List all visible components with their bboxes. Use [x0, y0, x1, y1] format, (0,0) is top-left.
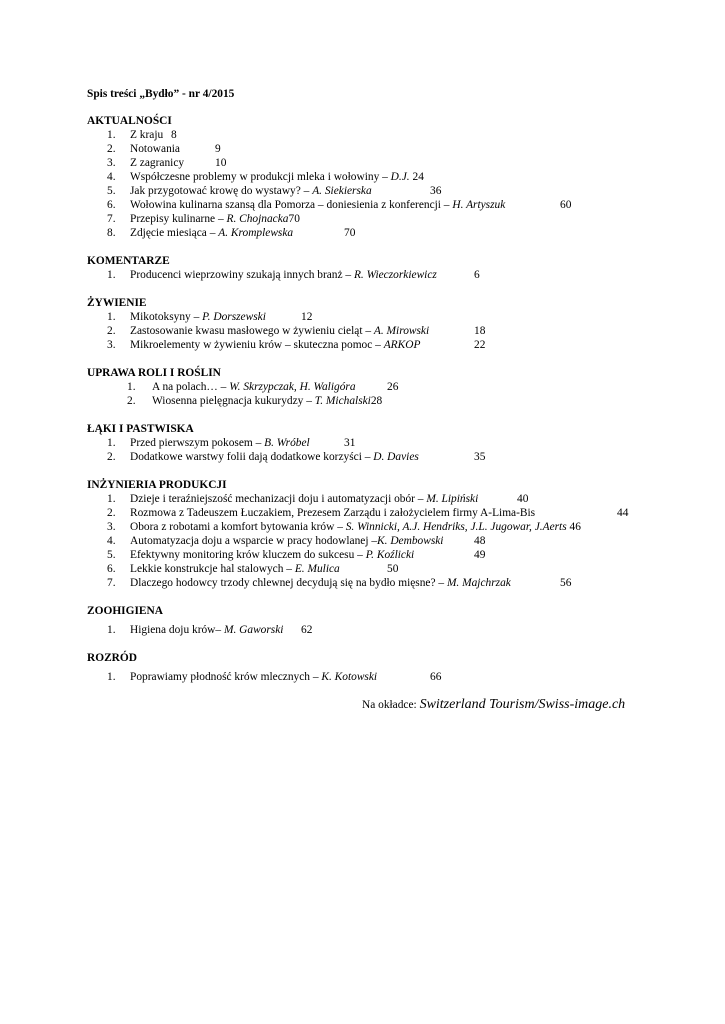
toc-entry — [87, 268, 480, 282]
entry-title: Mikroelementy w żywieniu krów – skuteczna pomoc – ARKOP — [130, 339, 421, 351]
entry-number: 6. — [107, 199, 116, 211]
toc-entry — [87, 380, 399, 394]
entry-page: 44 — [617, 507, 629, 519]
entry-author: W. Skrzypczak, H. Waligóra — [229, 381, 356, 393]
toc-list — [87, 128, 572, 240]
toc-list — [87, 623, 313, 637]
entry-number: 1. — [107, 269, 116, 281]
entry-page: 60 — [560, 199, 572, 211]
section-heading: AKTUALNOŚCI — [87, 115, 172, 127]
entry-number: 1. — [107, 624, 116, 636]
toc-entry — [87, 492, 529, 506]
toc-entry — [87, 170, 424, 184]
toc-entry — [87, 623, 313, 637]
entry-title: Współczesne problemy w produkcji mleka i wołowiny – D.J. 24 — [130, 171, 424, 183]
toc-entry — [87, 548, 486, 562]
entry-author: T. Michalski — [314, 395, 371, 407]
entry-title: Z kraju — [130, 129, 164, 141]
entry-title: Z zagranicy — [130, 157, 185, 169]
entry-author: E. Mulica — [294, 563, 340, 575]
entry-number: 1. — [107, 437, 116, 449]
section-heading: ŁĄKI I PASTWISKA — [87, 423, 194, 435]
entry-number: 8. — [107, 227, 116, 239]
toc-entry — [87, 198, 572, 212]
entry-title: Zastosowanie kwasu masłowego w żywieniu cieląt – A. Mirowski — [130, 325, 430, 337]
entry-number: 1. — [127, 381, 136, 393]
cover-credit — [362, 697, 625, 713]
toc-entry — [87, 534, 486, 548]
section-heading: UPRAWA ROLI I ROŚLIN — [87, 367, 221, 379]
entry-author: D. Davies — [373, 451, 419, 463]
section-heading: INŻYNIERIA PRODUKCJI — [87, 479, 227, 491]
toc-entry — [87, 338, 486, 352]
cover-label: Na okładce: — [362, 699, 420, 711]
toc-entry — [87, 142, 221, 156]
section-komentarze — [87, 254, 480, 282]
toc-entry — [87, 436, 356, 450]
entry-title: Higiena doju krów– M. Gaworski — [130, 624, 284, 636]
entry-title: Lekkie konstrukcje hal stalowych – E. Mulica — [130, 563, 340, 575]
entry-author: P. Dorszewski — [202, 311, 266, 323]
section-uprawa — [87, 366, 399, 408]
toc-entry — [87, 576, 572, 590]
entry-page: 56 — [560, 577, 572, 589]
entry-title: A na polach… – W. Skrzypczak, H. Waligóra — [152, 381, 356, 393]
entry-number: 2. — [107, 507, 116, 519]
toc-entry — [87, 212, 300, 226]
entry-number: 2. — [107, 325, 116, 337]
entry-author: M. Lipiński — [426, 493, 479, 505]
entry-page: 8 — [171, 129, 177, 141]
entry-title: Wiosenna pielęgnacja kukurydzy – T. Michalski28 — [152, 395, 383, 407]
entry-number: 1. — [107, 671, 116, 683]
entry-page: 22 — [474, 339, 486, 351]
document-title: Spis treści „Bydło” - nr 4/2015 — [87, 88, 235, 100]
entry-author: D.J. — [390, 171, 410, 183]
entry-page: 6 — [474, 269, 480, 281]
toc-list — [87, 310, 486, 352]
entry-number: 2. — [107, 451, 116, 463]
entry-author: B. Wróbel — [264, 437, 310, 449]
toc-entry — [87, 394, 383, 408]
entry-page: 50 — [387, 563, 399, 575]
entry-author: R. Wieczorkiewicz — [353, 269, 437, 281]
section-rozrod — [87, 651, 442, 684]
entry-title: Wołowina kulinarna szansą dla Pomorza – doniesienia z konferencji – H. Artyszuk — [130, 199, 506, 211]
entry-author: K. Dembowski — [377, 535, 444, 547]
entry-author: A. Kromplewska — [218, 227, 294, 239]
entry-title: Producenci wieprzowiny szukają innych branż – R. Wieczorkiewicz — [130, 269, 437, 281]
entry-title: Dodatkowe warstwy folii dają dodatkowe korzyści – D. Davies — [130, 451, 419, 463]
entry-page: 40 — [517, 493, 529, 505]
toc-entry — [87, 562, 399, 576]
entry-number: 7. — [107, 213, 116, 225]
toc-entry — [87, 310, 313, 324]
section-heading: KOMENTARZE — [87, 255, 170, 267]
entry-author: H. Artyszuk — [452, 199, 506, 211]
entry-number: 2. — [107, 143, 116, 155]
entry-number: 3. — [107, 521, 116, 533]
toc-entry — [87, 226, 356, 240]
entry-title: Notowania — [130, 143, 180, 155]
entry-page: 9 — [215, 143, 221, 155]
entry-title: Mikotoksyny – P. Dorszewski — [130, 311, 266, 323]
entry-title: Przepisy kulinarne – R. Chojnacka70 — [130, 213, 300, 225]
entry-number: 1. — [107, 311, 116, 323]
entry-author: K. Kotowski — [321, 671, 378, 683]
entry-number: 6. — [107, 563, 116, 575]
entry-page: 18 — [474, 325, 486, 337]
toc-entry — [87, 128, 177, 142]
entry-title: Przed pierwszym pokosem – B. Wróbel — [130, 437, 310, 449]
entry-author: M. Gaworski — [223, 624, 284, 636]
entry-title: Obora z robotami a komfort bytowania krów – S. Winnicki, A.J. Hendriks, J.L. Jugowar, J.Aerts 46 — [130, 521, 581, 533]
entry-title: Rozmowa z Tadeuszem Łuczakiem, Prezesem Zarządu i założycielem firmy A-Lima-Bis — [130, 507, 536, 519]
toc-list — [87, 492, 629, 590]
entry-page: 49 — [474, 549, 486, 561]
entry-page: 10 — [215, 157, 227, 169]
entry-title: Automatyzacja doju a wsparcie w pracy hodowlanej –K. Dembowski — [130, 535, 444, 547]
entry-page: 46 — [569, 521, 581, 533]
entry-title: Dzieje i teraźniejszość mechanizacji doju i automatyzacji obór – M. Lipiński — [130, 493, 479, 505]
toc-list — [87, 670, 442, 684]
section-heading: ROZRÓD — [87, 652, 137, 664]
toc-list — [87, 436, 486, 464]
toc-list — [87, 268, 480, 282]
entry-page: 35 — [474, 451, 486, 463]
toc-entry — [87, 156, 227, 170]
entry-page: 66 — [430, 671, 442, 683]
entry-page: 70 — [288, 213, 300, 225]
entry-author: R. Chojnacka — [226, 213, 289, 225]
entry-number: 7. — [107, 577, 116, 589]
section-zywienie — [87, 296, 486, 352]
entry-number: 2. — [127, 395, 136, 407]
section-zoohigiena — [87, 604, 313, 637]
entry-page: 12 — [301, 311, 313, 323]
entry-page: 24 — [412, 171, 424, 183]
toc-entry — [87, 520, 581, 534]
entry-number: 5. — [107, 549, 116, 561]
entry-number: 4. — [107, 535, 116, 547]
entry-title: Zdjęcie miesiąca – A. Kromplewska — [130, 227, 294, 239]
toc-entry — [87, 184, 442, 198]
entry-page: 48 — [474, 535, 486, 547]
section-laki — [87, 422, 486, 464]
entry-author: P. Koźlicki — [365, 549, 415, 561]
entry-title: Jak przygotować krowę do wystawy? – A. Siekierska — [130, 185, 372, 197]
entry-page: 36 — [430, 185, 442, 197]
section-heading: ŻYWIENIE — [87, 297, 147, 309]
entry-author: A. Mirowski — [373, 325, 430, 337]
entry-page: 31 — [344, 437, 356, 449]
entry-number: 3. — [107, 339, 116, 351]
entry-title: Efektywny monitoring krów kluczem do sukcesu – P. Koźlicki — [130, 549, 415, 561]
entry-title: Dlaczego hodowcy trzody chlewnej decydują się na bydło mięsne? – M. Majchrzak — [130, 577, 511, 589]
section-aktualnosci — [87, 114, 572, 240]
toc-entry — [87, 670, 442, 684]
entry-page: 62 — [301, 624, 313, 636]
entry-page: 26 — [387, 381, 399, 393]
section-inzynieria — [87, 478, 629, 590]
entry-number: 1. — [107, 493, 116, 505]
entry-number: 4. — [107, 171, 116, 183]
toc-list — [87, 380, 399, 408]
entry-number: 1. — [107, 129, 116, 141]
entry-author: ARKOP — [383, 339, 421, 351]
entry-author: A. Siekierska — [312, 185, 372, 197]
toc-entry — [87, 450, 486, 464]
entry-page: 70 — [344, 227, 356, 239]
toc-entry — [87, 324, 486, 338]
cover-photo-credit: Switzerland Tourism/Swiss-image.ch — [419, 697, 626, 712]
entry-page: 28 — [370, 395, 383, 407]
entry-number: 5. — [107, 185, 116, 197]
toc-entry — [87, 506, 629, 520]
section-heading: ZOOHIGIENA — [87, 605, 163, 617]
entry-title: Poprawiamy płodność krów mlecznych – K. Kotowski — [130, 671, 378, 683]
entry-number: 3. — [107, 157, 116, 169]
entry-author: M. Majchrzak — [446, 577, 511, 589]
entry-author: S. Winnicki, A.J. Hendriks, J.L. Jugowar, J.Aerts — [345, 521, 567, 533]
